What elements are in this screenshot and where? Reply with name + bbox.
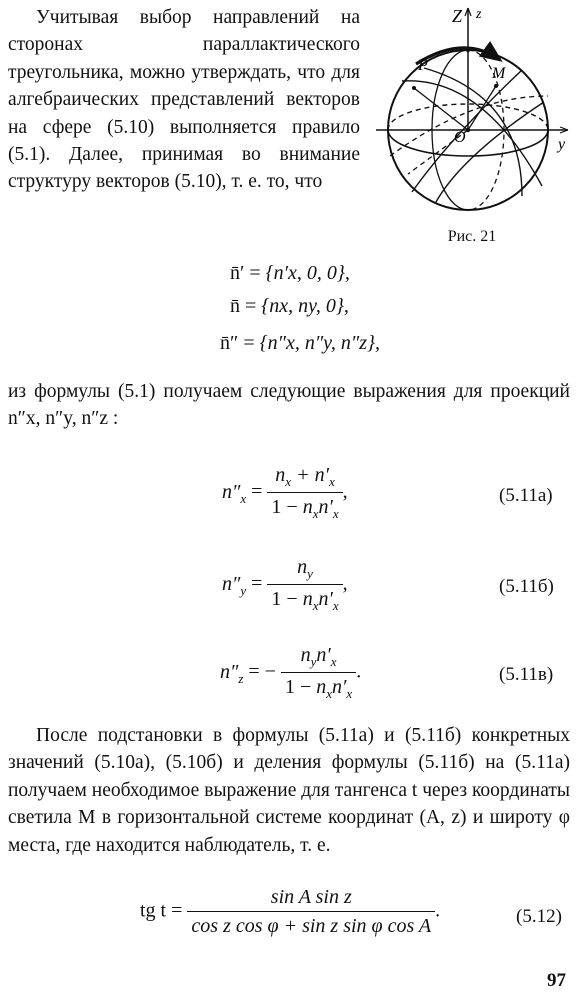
- label-O: O: [454, 129, 466, 146]
- label-y: y: [558, 136, 566, 153]
- projections-text: из формулы (5.1) получаем следующие выражения для проекций n″x, n″y, n″z :: [8, 381, 570, 430]
- vector-n-value: {nx, ny, 0},: [261, 295, 349, 317]
- equation-number-5-12: (5.12): [516, 906, 562, 927]
- label-z: z: [476, 7, 482, 22]
- projections-paragraph: [8, 378, 570, 433]
- vector-n-dprime: n̄″ = {n″x, n″y, n″z},: [220, 332, 381, 354]
- figure-caption: Рис. 21: [447, 228, 497, 245]
- substitution-paragraph: [8, 722, 570, 859]
- intro-paragraph: [8, 4, 360, 196]
- equation-number-5-11a: (5.11а): [499, 485, 553, 506]
- celestial-sphere-diagram: [372, 6, 572, 226]
- formula-5-12: tg t = $\frac{\text{sin A sin z}}{\text{cos z cos φ + sin z sin φ cos A}}$ .: [140, 886, 441, 937]
- formula-5-12-numerator: sin A sin z: [187, 886, 435, 912]
- figure-21: [372, 6, 572, 258]
- formula-5-12-lhs: tg t =: [140, 899, 183, 922]
- equation-number-5-11c: (5.11в): [499, 664, 554, 685]
- equation-number-5-11b: (5.11б): [499, 576, 554, 597]
- label-M: M: [492, 65, 506, 82]
- label-Z: Z: [452, 6, 463, 26]
- vector-n: n̄ = {nx, ny, 0},: [230, 295, 349, 317]
- page-number: 97: [547, 970, 566, 991]
- vector-n-prime: n̄′ = {n′x, 0, 0},: [230, 262, 350, 284]
- substitution-text: После подстановки в формулы (5.11а) и (5.11б) конкретных значений (5.10а), (5.10б) и деления формулы (5.11б) на (5.11а) получаем необходимое выражение для тангенса t через координаты светила M в горизонтальной системе координат (A, z) и широту φ места, где находится наблюдатель, т. е.: [8, 725, 570, 856]
- vector-n-prime-value: {n′x, 0, 0},: [265, 262, 350, 284]
- label-P: P: [418, 57, 428, 74]
- formula-5-11b: $n''_y$ = $\frac{n_y}{1 - n_xn'_x}$ ,: [222, 556, 348, 613]
- vector-n-dprime-value: {n″x, n″y, n″z},: [259, 332, 381, 354]
- formula-5-11a: $n''_x$ = $\frac{n_x + n'_x}{1 - n_xn'_x}$ ,: [222, 464, 348, 521]
- formula-5-12-denominator: cos z cos φ + sin z sin φ cos A: [191, 915, 432, 937]
- horizon-front: [388, 130, 548, 156]
- intro-text: Учитывая выбор направлений на сторонах параллактического треугольника, можно утверждать, что для алгебраических представлений векторов на сфере (5.10) выполняется правило (5.1). Далее, принимая во внимание структуру векторов (5.10), т. е. то, что: [8, 7, 360, 193]
- formula-5-11c: $n''_z$ = − $\frac{n_yn'_x}{1 - n_xn'_x}$ .: [220, 644, 362, 701]
